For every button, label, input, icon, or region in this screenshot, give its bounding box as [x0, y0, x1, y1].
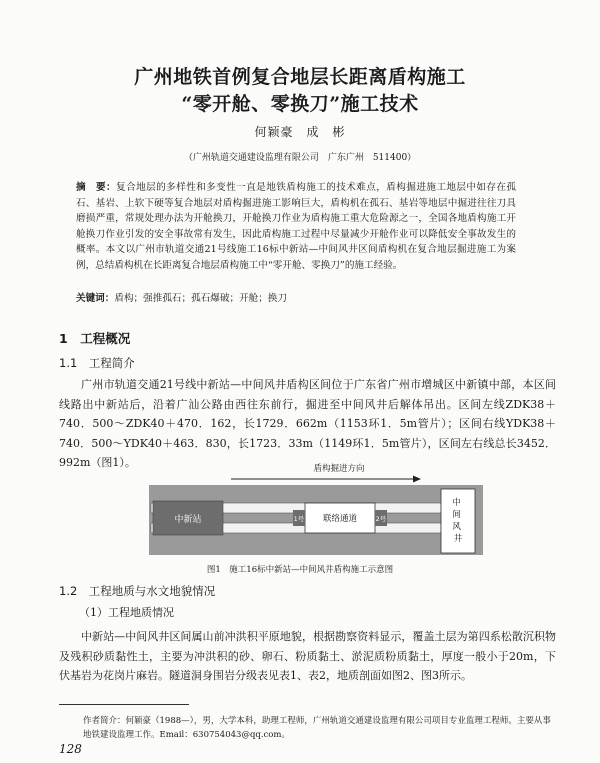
- section-1-2-subheading: （1）工程地质情况: [79, 606, 174, 619]
- footnote: 作者简介：何颖豪（1988—），男，大学本科，助理工程师，广州轨道交通建设监理有限公司项目专业监理工程师。主要从事地铁建设监理工作。Email：630754043@qq.com。: [83, 716, 551, 740]
- figure-1-caption: 图1 施工16标中新站—中间风井盾构施工示意图: [206, 565, 394, 575]
- shaft-label-char-1: 中: [452, 498, 461, 508]
- section-1-1-text: 广州市轨道交通21号线中新站—中间风井盾构区间位于广东省广州市增城区中新镇中部，本区间线路出中新站后，沿着广汕公路由西往东前行，掘进至中间风井后解体吊出。区间左线ZDK38＋740．500～ZDK40＋470．162，长1729．662m（1153环1．5m管片）；区间右线YDK38＋740．500～YDK40＋463．830，长1723．33m（1149环1．5m管片），区间左右线总长3452．992m（图1）。: [59, 378, 556, 470]
- section-1-1-heading: 1.1 工程简介: [59, 356, 135, 370]
- footnote-rule: [59, 704, 189, 705]
- keywords-text: 盾构；强推孤石；孤石爆破；开舱；换刀: [114, 293, 288, 304]
- figure-direction-label: 盾构掘进方向: [313, 464, 365, 474]
- paper-title-line2: “零开舱、零换刀”施工技术: [181, 93, 419, 115]
- affiliation: （广州轨道交通建设监理有限公司 广东广州 511400）: [183, 153, 417, 163]
- figure-tunnel-label: 联络通道: [322, 514, 358, 524]
- abstract-text: 复合地层的多样性和多变性一直是地铁盾构施工的技术难点，盾构掘进施工地层中如存在孤石、基岩、上软下硬等复合地层对盾构掘进施工影响巨大，盾构机在孤石、基岩等地层中掘进往往刀具磨损严重，常规处理办法为开舱换刀，开舱换刀作业为盾构施工重大危险源之一，全国各地盾构施工开舱换刀作业引发的安全事故常有发生，因此盾构施工过程中尽量减少开舱作业可以降低安全事故发生的概率。本文以广州市轨道交通21号线施工16标中新站—中间风井区间盾构机在复合地层掘进施工为案例，总结盾构机在长距离复合地层盾构施工中“零开舱、零换刀”的施工经验。: [76, 182, 517, 271]
- figure-station-label: 中新站: [174, 515, 202, 525]
- section-1-2-text: 中新站—中间风井区间属山前冲洪积平原地貌，根据勘察资料显示，覆盖土层为第四系松散沉积物及残积砂质黏性土，主要为冲洪积的砂、卵石、粉质黏土、淤泥质粉质黏土，厚度一般小于20m，下伏基岩为花岗片麻岩。隧道洞身围岩分级表见表1、表2，地质剖面如图2、图3所示。: [59, 630, 556, 683]
- authors: 何颖豪 成 彬: [254, 125, 346, 139]
- paper-title-line1: 广州地铁首例复合地层长距离盾构施工: [134, 66, 466, 88]
- figure-marker-2: 2号: [375, 515, 387, 523]
- figure-1: [143, 461, 489, 559]
- figure-marker-1: 1号: [293, 515, 305, 523]
- shaft-label-char-4: 井: [453, 534, 463, 544]
- section-1-2-heading: 1.2 工程地质与水文地貌情况: [59, 584, 216, 598]
- page-number: 128: [59, 742, 82, 756]
- section-1-heading: 1 工程概况: [59, 331, 131, 346]
- abstract-label: 摘 要：: [76, 182, 117, 193]
- keywords-label: 关键词：: [76, 293, 115, 304]
- direction-arrow-icon: [231, 476, 421, 483]
- shaft-label-char-3: 风: [452, 522, 461, 532]
- shaft-label-char-2: 间: [452, 510, 461, 520]
- abstract: [76, 180, 516, 274]
- keywords: [76, 290, 516, 304]
